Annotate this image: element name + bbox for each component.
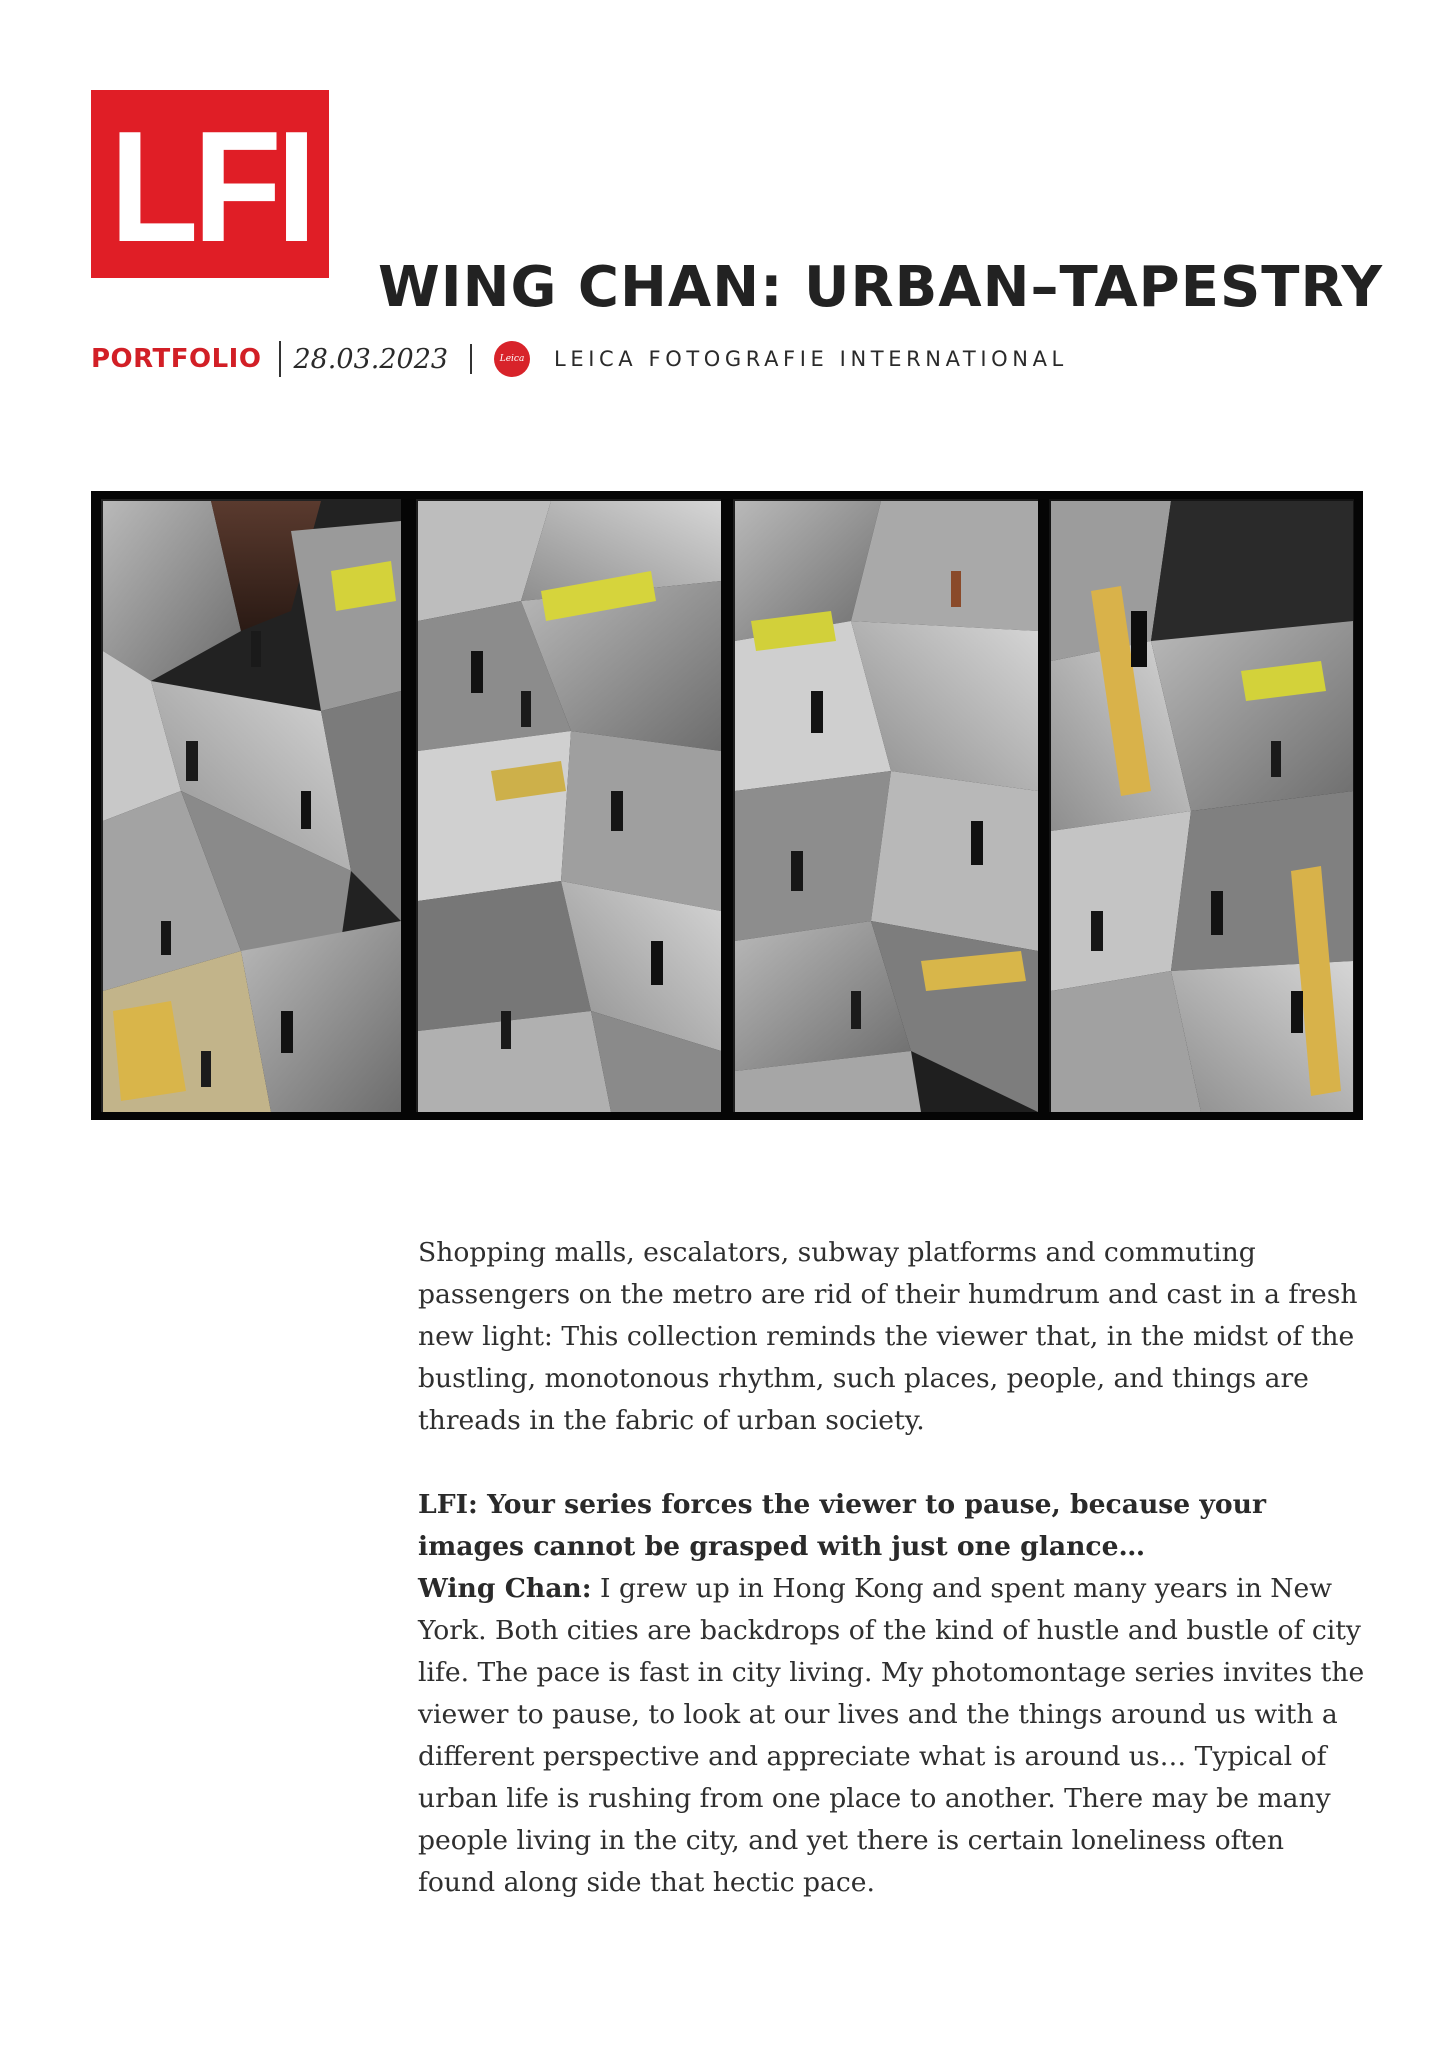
answer-speaker: Wing Chan: — [418, 1573, 592, 1604]
article-meta — [91, 337, 1068, 381]
leica-badge-text: Leica — [499, 354, 525, 364]
collage-panel-2 — [416, 499, 721, 1112]
meta-divider — [470, 344, 472, 374]
interview-question: LFI: Your series forces the viewer to pause, because your images cannot be grasped with just one glance… — [418, 1489, 1266, 1562]
category-link[interactable]: PORTFOLIO — [91, 344, 262, 374]
leica-logo-icon — [494, 341, 530, 377]
photomontage-collage — [91, 491, 1363, 1120]
article-body — [418, 1232, 1368, 1904]
photomontage-image — [91, 491, 1363, 1120]
intro-paragraph: Shopping malls, escalators, subway platforms and commuting passengers on the metro are rid of their humdrum and cast in a fresh new light: This collection reminds the viewer that, in the midst of the bustling, monotonous rhythm, such places, people, and things are threads in the fabric of urban society. — [418, 1237, 1358, 1436]
collage-panel-1 — [101, 499, 401, 1112]
publication-name: LEICA FOTOGRAFIE INTERNATIONAL — [554, 347, 1068, 371]
article-title: WING CHAN: URBAN–TAPESTRY — [378, 254, 1384, 320]
interview-answer — [418, 1568, 1368, 1904]
logo-text: LFI — [109, 99, 311, 275]
answer-text: I grew up in Hong Kong and spent many years in New York. Both cities are backdrops of the kind of hustle and bustle of city life. The pace is fast in city living. My photomontage series invites the viewer to pause, to look at our lives and the things around us with a different perspective and appreciate what is around us… Typical of urban life is rushing from one place to another. There may be many people living in the city, and yet there is certain loneliness often found along side that hectic pace. — [418, 1573, 1365, 1898]
meta-divider — [279, 341, 281, 377]
lfi-logo — [91, 90, 329, 278]
publish-date: 28.03.2023 — [293, 343, 449, 375]
collage-panel-4 — [1049, 499, 1354, 1112]
collage-panel-3 — [733, 499, 1038, 1112]
